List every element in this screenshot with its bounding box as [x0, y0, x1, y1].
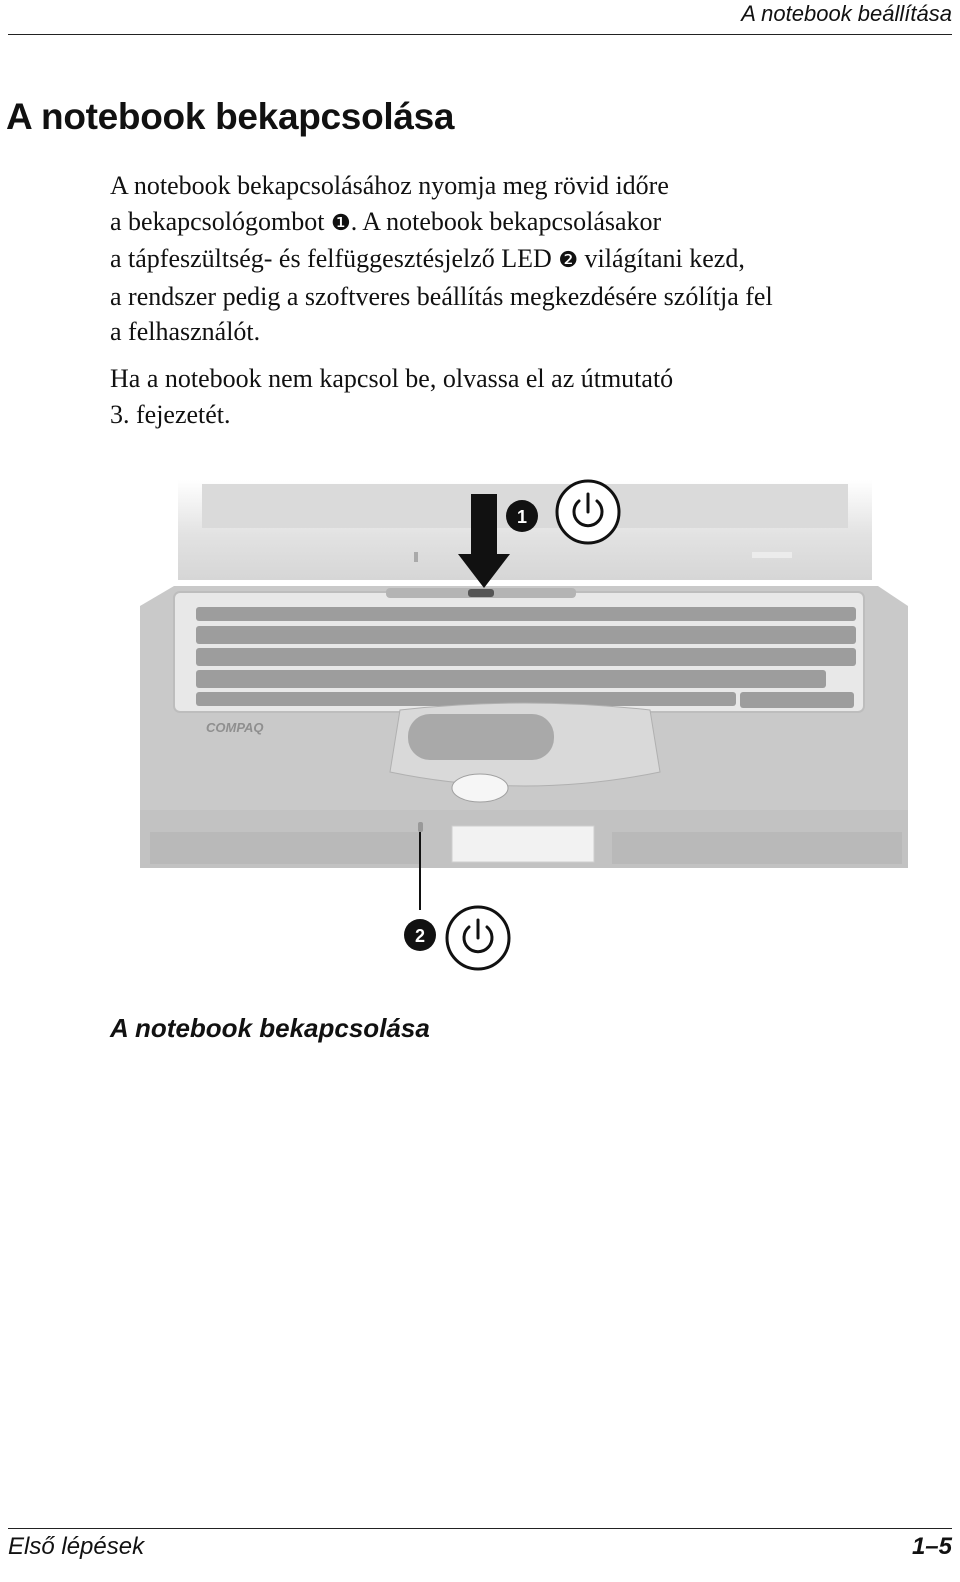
compaq-logo: COMPAQ — [206, 720, 264, 735]
power-symbol-icon — [557, 481, 619, 543]
p1-line2-start: a bekapcsológombot — [110, 206, 331, 236]
p1-line3-end: világítani kezd, — [578, 244, 745, 274]
callout-2-glyph: ❷ — [558, 248, 579, 274]
running-header — [8, 0, 952, 35]
troubleshoot-paragraph — [110, 361, 950, 432]
callout-1-number: 1 — [516, 507, 528, 527]
p1-line3-start: a tápfeszültség- és felfüggesztésjelző LED — [110, 244, 559, 274]
p2-line2: 3. fejezetét. — [110, 399, 231, 429]
callout-2 — [404, 907, 509, 969]
media-button-strip — [386, 588, 576, 598]
p2-line1: Ha a notebook nem kapcsol be, olvassa el az útmutató — [110, 364, 674, 393]
p1-line5: a felhasználót. — [110, 317, 261, 347]
callout-1-glyph: ❶ — [330, 210, 351, 236]
p1-line2-end: . A notebook bekapcsolásakor — [350, 206, 662, 236]
section-title: A notebook bekapcsolása — [6, 96, 455, 137]
footer-chapter: Első lépések — [8, 1533, 145, 1560]
callout-2-number: 2 — [414, 926, 426, 946]
intro-paragraph — [110, 168, 950, 350]
p1-line4: a rendszer pedig a szoftveres beállítás megkezdésére szólítja fel — [110, 281, 773, 311]
figure-caption: A notebook bekapcsolása — [110, 1013, 430, 1043]
notebook-illustration — [130, 470, 930, 980]
power-led-icon — [447, 907, 509, 969]
running-header-title: A notebook beállítása — [741, 1, 952, 26]
running-footer — [8, 1528, 952, 1582]
footer-page-number: 1–5 — [911, 1533, 952, 1560]
p1-line1: A notebook bekapcsolásához nyomja meg rövid időre — [110, 171, 669, 200]
